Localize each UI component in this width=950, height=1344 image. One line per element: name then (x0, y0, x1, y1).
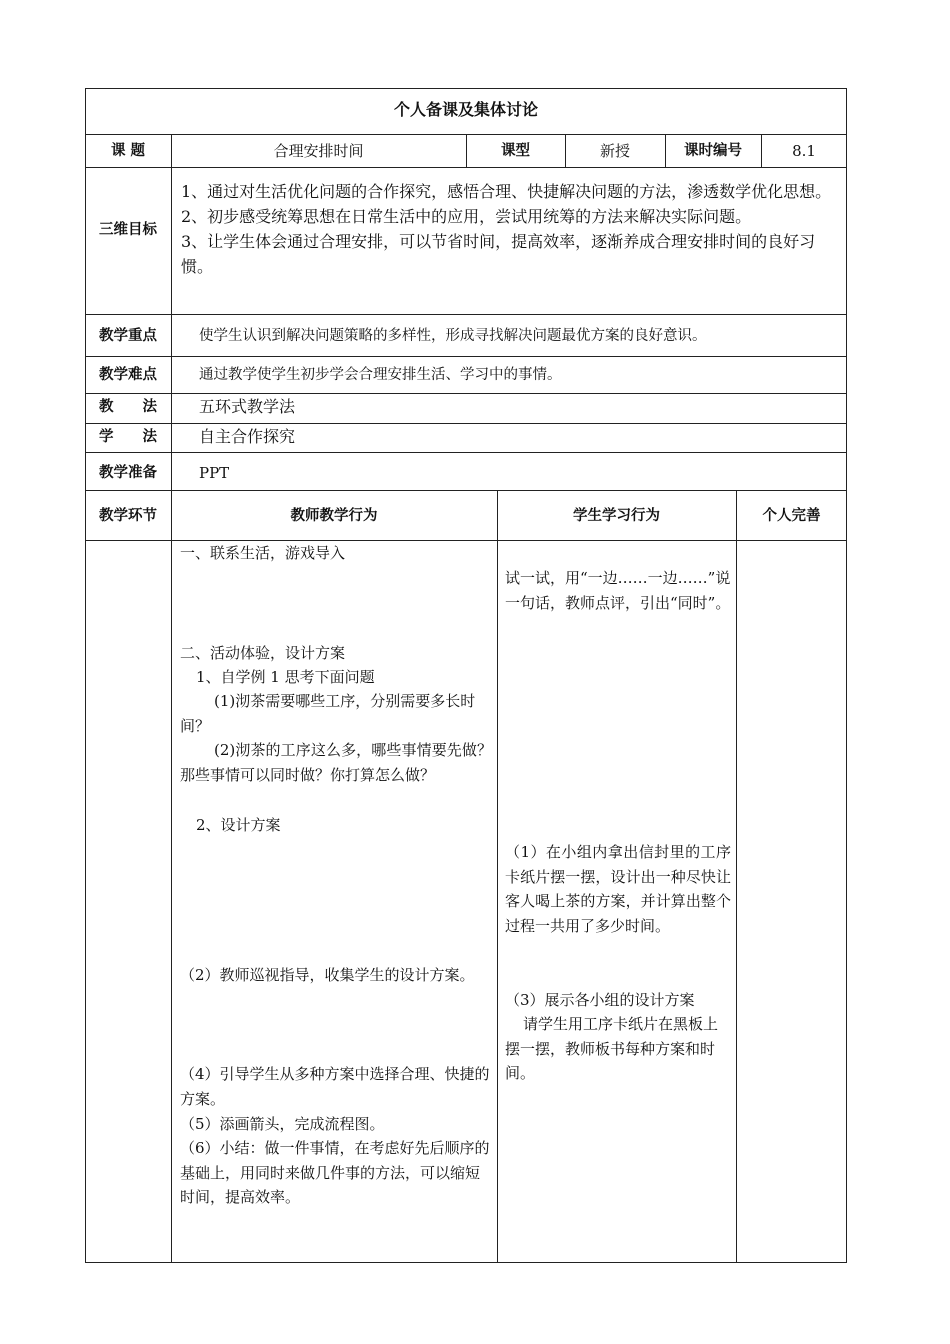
teacher-step: 一、联系生活，游戏导入 (180, 544, 346, 562)
divider (171, 134, 172, 540)
col-teacher-header: 教师教学行为 (290, 508, 378, 524)
topic-label: 课 题 (110, 143, 146, 159)
divider (85, 490, 847, 491)
difficulty-value: 通过教学使学生初步学会合理安排生活、学习中的事情。 (199, 367, 562, 383)
study-label: 学 法 (99, 429, 157, 445)
number-value: 8.1 (792, 142, 816, 160)
objectives-label: 三维目标 (99, 222, 157, 238)
student-activity: （1）在小组内拿出信封里的工序卡纸片摆一摆，设计出一种尽快让客人喝上茶的方案，并计算出整个过程一共用了多少时间。 (505, 843, 731, 935)
col-stage-header: 教学环节 (99, 508, 157, 524)
type-value: 新授 (599, 142, 630, 160)
prep-label: 教学准备 (99, 465, 157, 481)
study-value: 自主合作探究 (199, 427, 296, 446)
type-label: 课型 (501, 143, 530, 159)
col-personal-header: 个人完善 (762, 508, 821, 524)
difficulty-label: 教学难点 (99, 367, 157, 383)
teacher-step: (2)沏茶的工序这么多，哪些事情要先做？那些事情可以同时做？你打算怎么做？ (180, 741, 492, 784)
teacher-step: (1)沏茶需要哪些工序，分别需要多长时间？ (180, 692, 476, 735)
divider (85, 314, 847, 315)
student-activity: 请学生用工序卡纸片在黑板上摆一摆，教师板书每种方案和时间。 (505, 1015, 719, 1082)
divider (85, 423, 847, 424)
teacher-step: （2）教师巡视指导，收集学生的设计方案。 (180, 966, 475, 984)
key-point-value: 使学生认识到解决问题策略的多样性，形成寻找解决问题最优方案的良好意识。 (199, 328, 707, 344)
teacher-step: 1、自学例 1 思考下面问题 (196, 668, 375, 686)
key-point-label: 教学重点 (99, 328, 157, 344)
student-activity: （3）展示各小组的设计方案 (505, 991, 695, 1009)
prep-value: PPT (199, 464, 230, 482)
teacher-step: （6）小结：做一件事情，在考虑好先后顺序的基础上，用同时来做几件事的方法，可以缩短时间，提高效率。 (180, 1139, 490, 1206)
objective-line: 1、通过对生活优化问题的合作探究，感悟合理、快捷解决问题的方法，渗透数学优化思想。 (181, 182, 832, 201)
divider (85, 356, 847, 357)
teacher-step: （4）引导学生从多种方案中选择合理、快捷的方案。 (180, 1065, 490, 1108)
method-label: 教 法 (99, 399, 157, 415)
divider (85, 393, 847, 394)
divider (497, 490, 498, 1263)
topic-value: 合理安排时间 (273, 142, 364, 160)
objectives-text (181, 179, 841, 279)
student-activity: 试一试，用“一边……一边……”说一句话，教师点评，引出“同时”。 (505, 569, 731, 612)
number-label: 课时编号 (684, 143, 742, 159)
teacher-step: （5）添画箭头，完成流程图。 (180, 1115, 385, 1133)
teacher-step: 2、设计方案 (196, 816, 281, 834)
divider (85, 452, 847, 453)
divider (85, 167, 847, 168)
objective-line: 2、初步感受统筹思想在日常生活中的应用，尝试用统筹的方法来解决实际问题。 (181, 207, 752, 226)
col-student-header: 学生学习行为 (573, 508, 660, 524)
method-value: 五环式教学法 (199, 397, 296, 416)
table-title: 个人备课及集体讨论 (393, 100, 538, 119)
lesson-plan-table (85, 88, 847, 1263)
teacher-step: 二、活动体验，设计方案 (180, 644, 346, 662)
divider (171, 540, 172, 1263)
divider (736, 490, 737, 1263)
objective-line: 3、让学生体会通过合理安排，可以节省时间，提高效率，逐渐养成合理安排时间的良好习惯。 (181, 232, 816, 276)
